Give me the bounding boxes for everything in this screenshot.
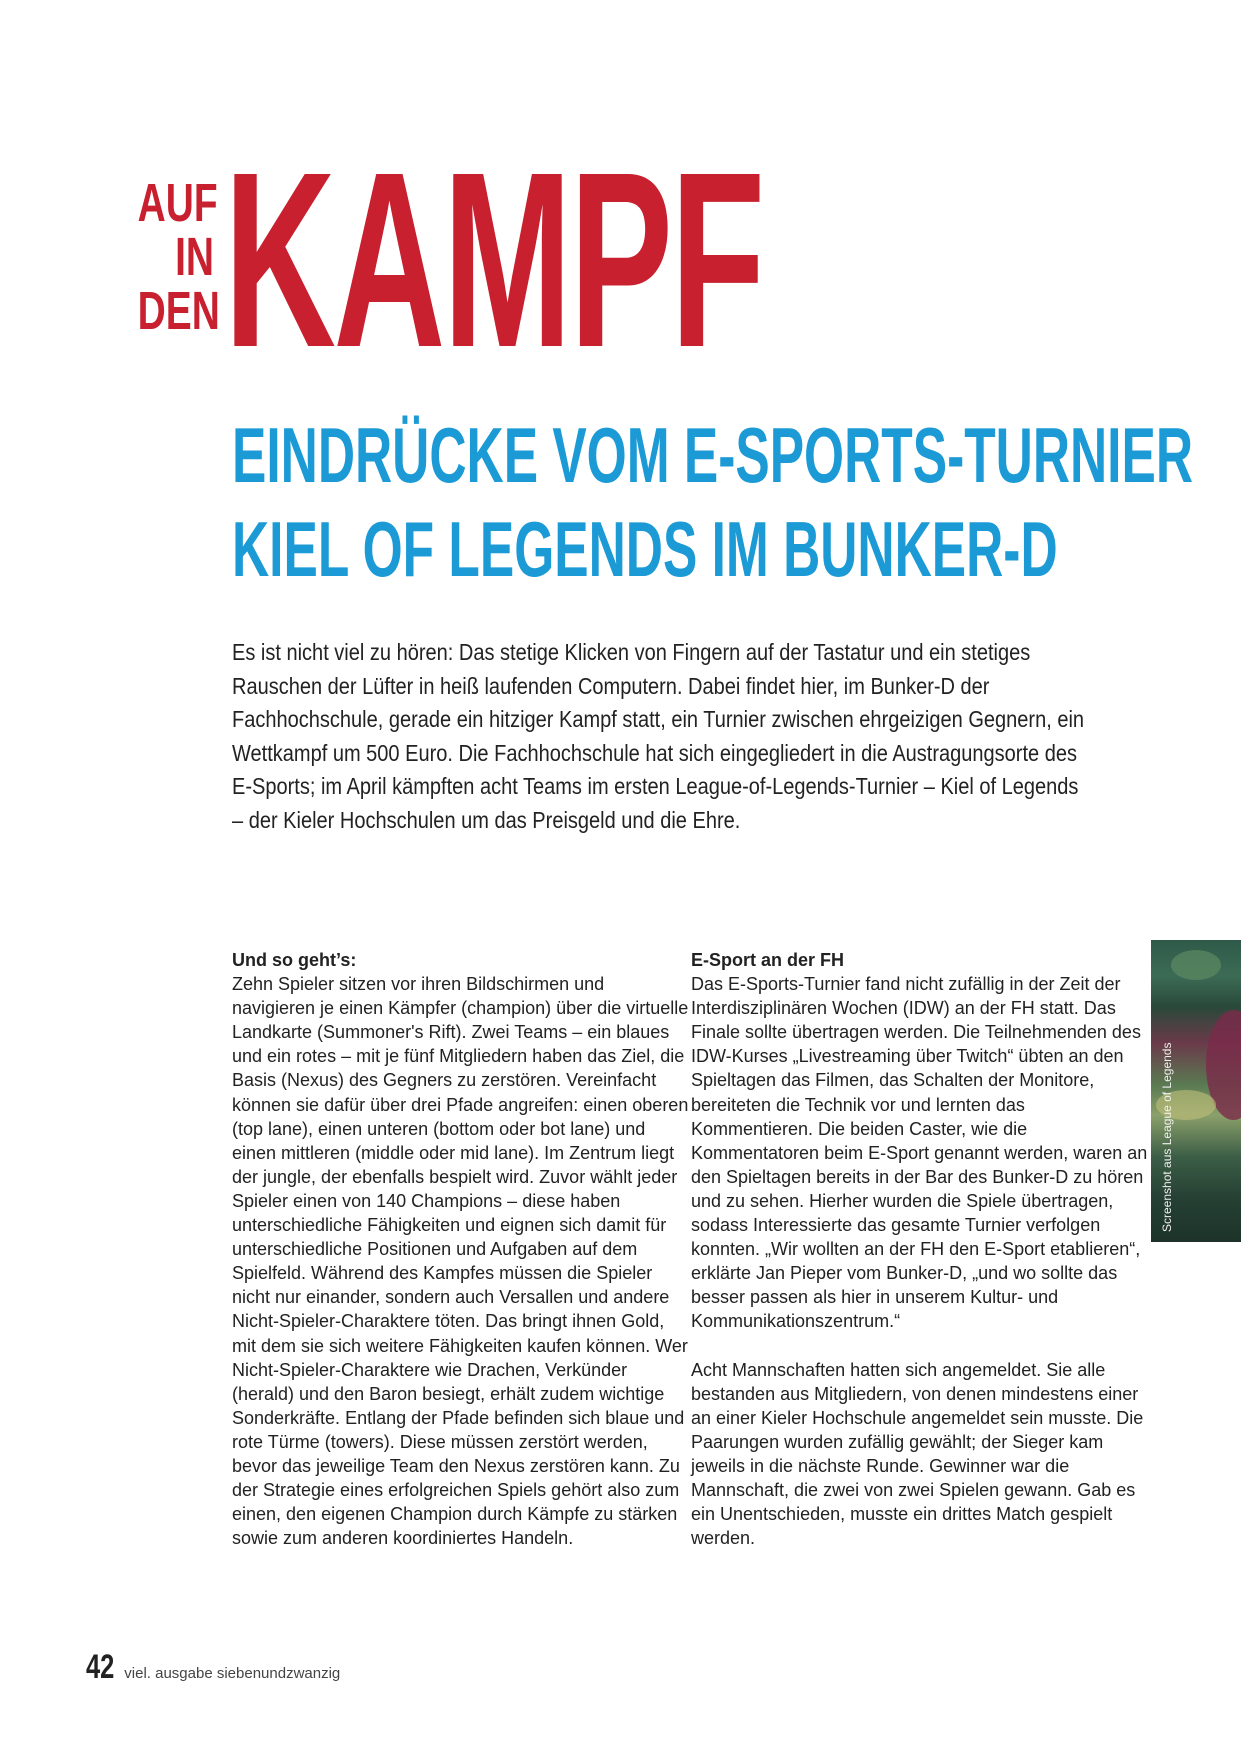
left-column-heading: Und so geht’s: — [232, 950, 357, 970]
subtitle-line-2: KIEL OF LEGENDS IM BUNKER-D — [232, 505, 1058, 593]
right-column-paragraph-1: Das E-Sports-Turnier fand nicht zufällig in der Zeit der Interdisziplinären Wochen (IDW) an der FH statt. Das Finale sollte übertragen werden. Die Teilnehmenden des IDW-Kurses „Livestreaming über Twitch“ übten an den Spieltagen das Filmen, das Schalten der Monitore, bereiteten die Technik vor und lernten das Kommentieren. Die beiden Caster, wie die Kommentatoren beim E-Sport genannt werden, waren an den Spieltagen bereits in der Bar des Bunker-D zu hören und zu sehen. Hierher wurden die Spiele übertragen, sodass Interessierte das gesamte Turnier verfolgen konnten. „Wir wollten an der FH den E-Sport etablieren“, erklärte Jan Pieper vom Bunker-D, „und wo sollte das besser passen als hier in unserem Kultur- und Kommunikationszentrum.“ — [691, 974, 1148, 1332]
image-caption: Screenshot aus League of Legends — [1160, 1042, 1174, 1232]
left-column-body: Zehn Spieler sitzen vor ihren Bildschirmen und navigieren je einen Kämpfer (champion) über die virtuelle Landkarte (Summoner's Rift). Zwei Teams – ein blaues und ein rotes – mit je fünf Mitgliedern haben das Ziel, die Basis (Nexus) des Gegners zu zerstören. Vereinfacht können sie dafür über drei Pfade angreifen: einen oberen (top lane), einen unteren (bottom oder bot lane) und einen mittleren (middle oder mid lane). Im Zentrum liegt der jungle, der ebenfalls bespielt wird. Zuvor wählt jeder Spieler einen von 140 Champions – diese haben unterschiedliche Fähigkeiten und eignen sich damit für unterschiedliche Positionen und Aufgaben auf dem Spielfeld. Während des Kampfes müssen die Spieler nicht nur einander, sondern auch Versallen und andere Nicht-Spieler-Charaktere töten. Das bringt ihnen Gold, mit dem sie sich weitere Fähigkeiten kaufen können. Wer Nicht-Spieler-Charaktere wie Drachen, Verkünder (herald) und den Baron besiegt, erhält zudem wichtige Sonderkräfte. Entlang der Pfade befinden sich blaue und rote Türme (towers). Diese müssen zerstört werden, bevor das jeweilige Team den Nexus zerstören kann. Zu der Strategie eines erfolgreichen Spiels gehört also zum einen, den eigenen Champion durch Kämpfe zu stärken sowie zum anderen koordiniertes Handeln. — [232, 974, 689, 1549]
title-prefix-line-2: IN — [175, 227, 214, 287]
right-column-paragraph-2: Acht Mannschaften hatten sich angemeldet. Sie alle bestanden aus Mitgliedern, von denen mindestens einer an einer Kieler Hochschule angemeldet sein musste. Die Paarungen wurden zufällig gewählt; der Sieger kam jeweils in die nächste Runde. Gewinner war die Mannschaft, die zwei von zwei Spielen gewann. Gab es ein Unentschieden, musste ein drittes Match gespielt werden. — [691, 1359, 1144, 1549]
title-prefix — [137, 173, 220, 341]
right-column-heading: E-Sport an der FH — [691, 950, 845, 970]
page-footer — [86, 1648, 340, 1687]
title-prefix-line-1: AUF — [137, 173, 218, 233]
subtitle-line-1: EINDRÜCKE VOM E-SPORTS-TURNIER — [232, 411, 1194, 499]
page-number: 42 — [86, 1648, 115, 1686]
page-title: KAMPF — [224, 120, 763, 399]
footer-text: viel. ausgabe siebenundzwanzig — [124, 1665, 341, 1682]
right-column — [691, 948, 1151, 1550]
subtitle — [232, 408, 1193, 596]
left-column — [232, 948, 692, 1550]
lead-paragraph: Es ist nicht viel zu hören: Das stetige Klicken von Fingern auf der Tastatur und ein stetiges Rauschen der Lüfter in heiß laufenden Computern. Dabei findet hier, im Bunker-D der Fachhochschule, gerade ein hitziger Kampf statt, ein Turnier zwischen ehrgeizigen Gegnern, ein Wettkampf um 500 Euro. Die Fachhochschule hat sich eingegliedert in die Austragungsorte des E-Sports; im April kämpften acht Teams im ersten League-of-Legends-Turnier – Kiel of Legends – der Kieler Hochschulen um das Preisgeld und die Ehre. — [232, 639, 1085, 833]
title-prefix-line-3: DEN — [137, 281, 220, 341]
